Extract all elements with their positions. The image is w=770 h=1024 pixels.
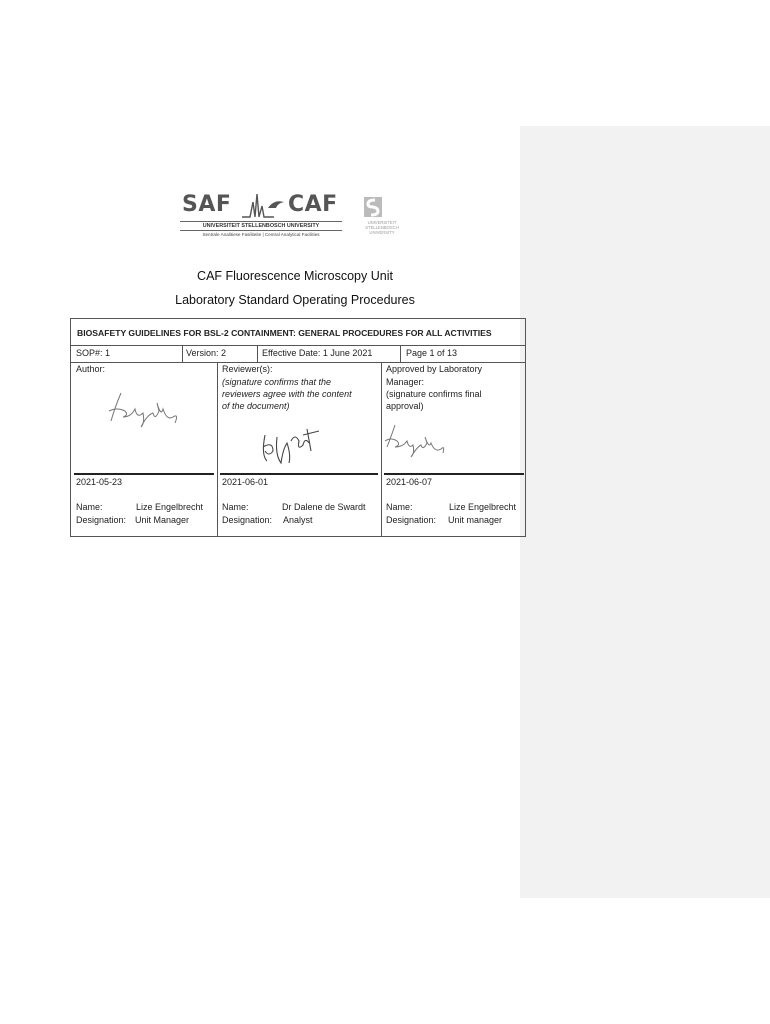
reviewer-name: Dr Dalene de Swardt [282,502,366,512]
author-date: 2021-05-23 [76,477,123,487]
reviewer-date: 2021-06-01 [222,477,269,487]
sop-heading: BIOSAFETY GUIDELINES FOR BSL-2 CONTAINMENT: GENERAL PROCEDURES FOR ALL ACTIVITIES [77,328,492,338]
logo-saf-text: SAF [182,192,232,217]
table-divider [400,345,401,362]
approver-name-label: Name: [386,502,413,512]
approver-label-line4: approval) [386,401,424,411]
version: Version: 2 [186,348,227,358]
author-designation-label: Designation: [76,515,127,525]
approver-label-line3: (signature confirms final [386,389,482,399]
approver-label-line2: Manager: [386,377,425,387]
table-divider [182,345,183,362]
reviewer-note-line1: (signature confirms that the [222,377,332,387]
author-signature-line [74,473,214,475]
reviewer-note-line2: reviewers agree with the content [222,389,352,399]
reviewer-signature [263,429,319,463]
sop-info-table [70,318,526,537]
logo-tagline-text: Sentrale Analitiese Fasiliteite | Central Analytical Facilities [180,230,342,237]
table-divider [381,362,382,537]
page-count: Page 1 of 13 [406,348,458,358]
reviewer-name-label: Name: [222,502,249,512]
approver-label-line1: Approved by Laboratory [386,364,483,374]
reviewer-signature-line [220,473,378,475]
approver-designation-label: Designation: [386,515,437,525]
sop-number: SOP#: 1 [76,348,111,358]
author-label: Author: [76,364,106,374]
university-emblem-icon [360,194,386,220]
logo-university-text: UNIVERSITEIT STELLENBOSCH UNIVERSITY [180,221,342,229]
logo-caf-text: CAF [288,192,338,217]
table-divider [71,345,526,346]
saf-caf-logo [178,190,408,242]
approver-name: Lize Engelbrecht [449,502,517,512]
effective-date: Effective Date: 1 June 2021 [262,348,373,358]
table-divider [257,345,258,362]
reviewer-designation: Analyst [283,515,313,525]
reviewer-designation-label: Designation: [222,515,273,525]
unit-title: CAF Fluorescence Microscopy Unit [197,269,393,283]
university-emblem-text: UNIVERSITEIT STELLENBOSCH UNIVERSITY [365,220,399,235]
procedures-title: Laboratory Standard Operating Procedures [175,293,415,307]
author-name-label: Name: [76,502,103,512]
spectrum-logo-icon [240,190,290,220]
approver-signature-line [384,473,524,475]
table-divider [217,362,218,537]
reviewer-label: Reviewer(s): [222,364,273,374]
approver-date: 2021-06-07 [386,477,433,487]
author-designation: Unit Manager [135,515,190,525]
approver-designation: Unit manager [448,515,503,525]
reviewer-note-line3: of the document) [222,401,290,411]
approver-signature [383,423,453,467]
author-signature [107,387,187,437]
comment-pane [520,126,770,898]
author-name: Lize Engelbrecht [136,502,204,512]
